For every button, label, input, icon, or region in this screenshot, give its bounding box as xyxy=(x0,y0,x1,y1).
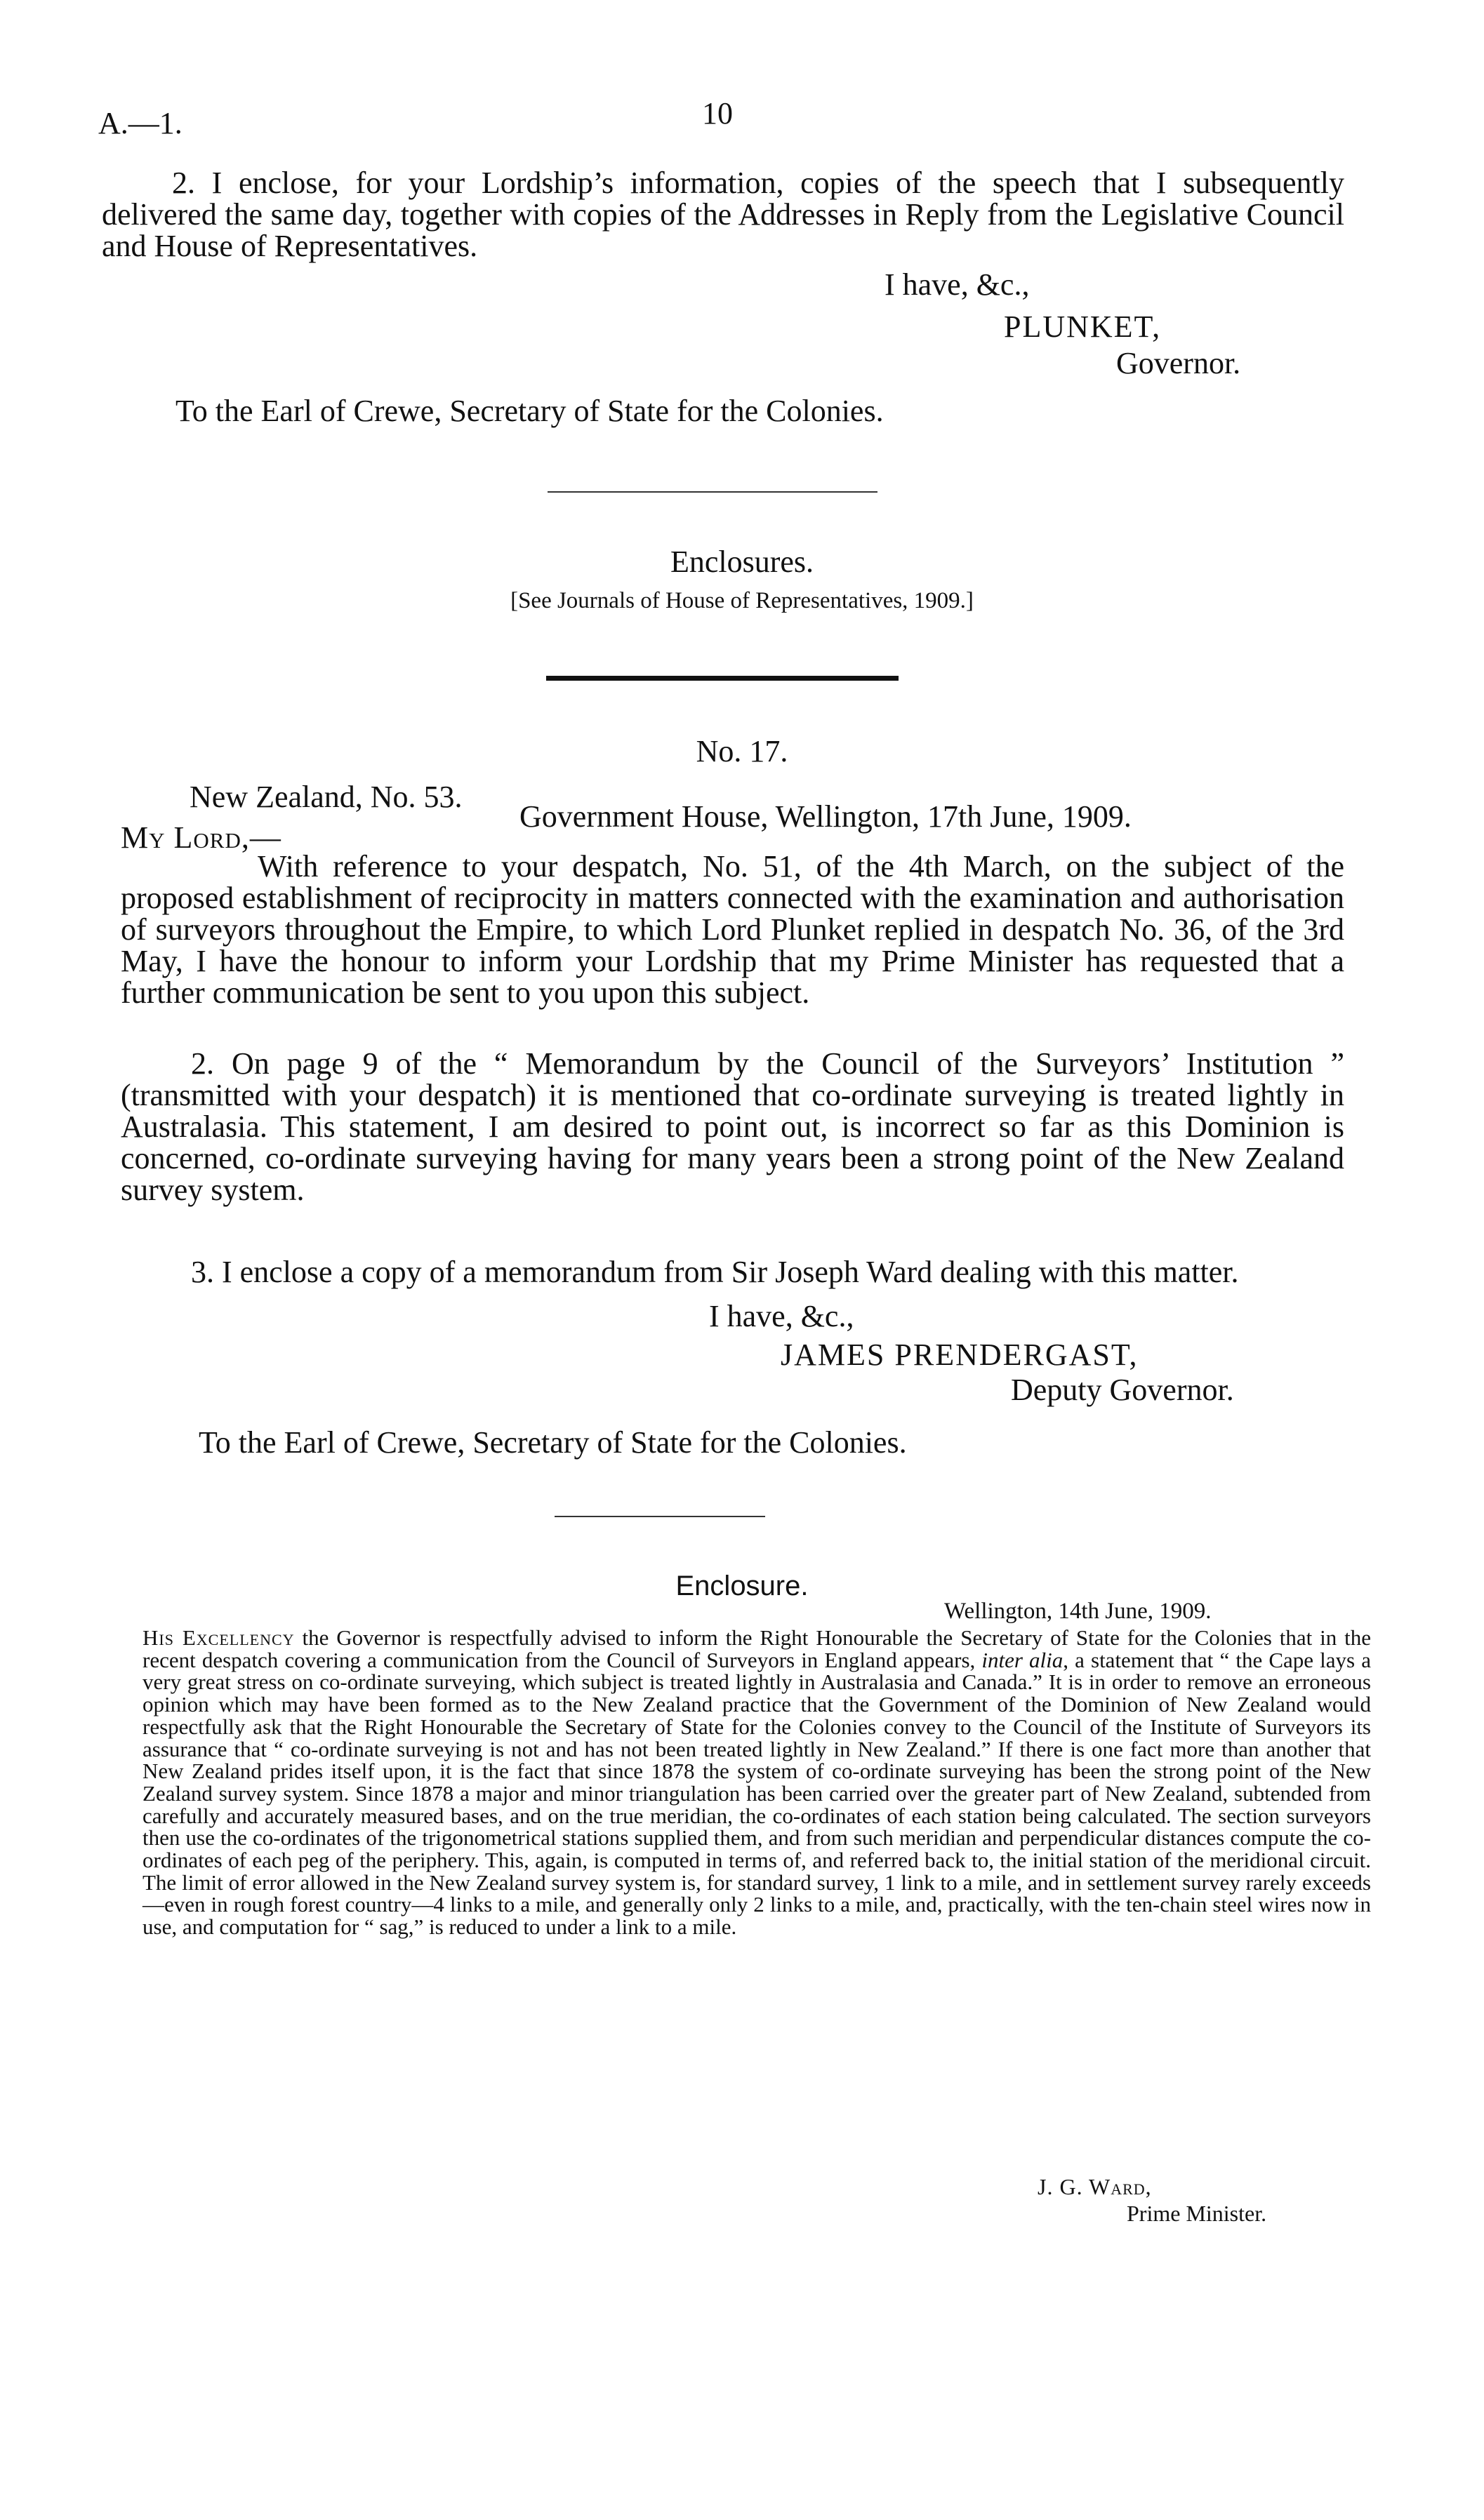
divider-2 xyxy=(555,1516,765,1517)
letter2-paragraph-3: 3. I enclose a copy of a memorandum from Sir Joseph Ward dealing with this matter. xyxy=(191,1255,1239,1289)
page-number: 10 xyxy=(702,96,733,131)
thick-divider xyxy=(546,676,899,681)
enclosure-heading: Enclosure. xyxy=(675,1571,809,1601)
memorandum-text-a: the Governor is respectfully advised to inform the Right Honourable the Secretary of State for the Colonies that in the recent despatch covering a communication from the Council of Surveyors in England appears, xyxy=(143,1625,1371,1672)
enclosure-place-date: Wellington, 14th June, 1909. xyxy=(944,1599,1212,1624)
letter1-title: Governor. xyxy=(1116,346,1241,380)
salutation: My Lord,— xyxy=(121,820,281,855)
despatch-number: No. 17. xyxy=(696,734,788,768)
divider xyxy=(548,491,877,493)
enclosure-signatory: J. G. Ward, xyxy=(1038,2174,1152,2199)
enclosures-reference: [See Journals of House of Representatives, 1909.] xyxy=(510,588,974,613)
letter2-paragraph-2: 2. On page 9 of the “ Memorandum by the Council of the Surveyors’ Institution ” (transmitted with your despatch) it is mentioned that co-ordinate surveying is treated lightly in Australasia. This statement, I am desired to point out, is incorrect so far as this Dominion is concerned, co-ordinate surveying having for many years been a strong point of the New Zealand survey system. xyxy=(121,1046,1344,1207)
letter1-signatory: PLUNKET, xyxy=(1004,309,1162,344)
letter2-addressee: To the Earl of Crewe, Secretary of State for the Colonies. xyxy=(199,1425,907,1460)
letter2-signatory: JAMES PRENDERGAST, xyxy=(781,1338,1139,1372)
memorandum-opening: His Excellency xyxy=(143,1625,295,1650)
letter2-title: Deputy Governor. xyxy=(1011,1373,1234,1407)
letter1-addressee: To the Earl of Crewe, Secretary of State for the Colonies. xyxy=(175,394,884,428)
section-code: A.—1. xyxy=(98,106,183,140)
letter1-closing: I have, &c., xyxy=(885,267,1030,302)
letter1-paragraph-2: 2. I enclose, for your Lordship’s information, copies of the speech that I subsequently delivered the same day, together with copies of the Addresses in Reply from the Legislative Council and House of Representatives. xyxy=(102,166,1344,263)
letter2-closing: I have, &c., xyxy=(709,1299,854,1333)
letter2-place-date: Government House, Wellington, 17th June, 1909. xyxy=(519,799,1132,834)
enclosure-title: Prime Minister. xyxy=(1127,2201,1267,2226)
dispatch-reference: New Zealand, No. 53. xyxy=(190,780,463,814)
memorandum-text-b: , a statement that “ the Cape lays a very great stress on co-ordinate surveying, which subject is treated lightly in Australasia and Canada.” It is in order to remove an erroneous opinion which may have been formed as to the New Zealand practice that the Government of the Dominion of New Zealand would respectfully ask that the Right Honourable the Secretary of State for the Colonies convey to the Council of the Institute of Surveyors its assurance that “ co-ordinate surveying is not and has not been treated lightly in New Zealand.” If there is one fact more than another that New Zealand prides itself upon, it is the fact that since 1878 the system of co-ordinate surveying has been the strong point of the New Zealand survey system. Since 1878 a major and minor triangulation has been carried over the greater part of New Zealand, subtended from carefully and accurately measured bases, and on the true meridian, the co-ordinates of each station being calculated. The section surveyors then use the co-ordinates of the trigonometrical stations supplied them, and from such meridian and perpendicular distances compute the co-ordinates of each peg of the periphery. This, again, is computed in terms of, and referred back to, the initial station of the meridional circuit. The limit of error allowed in the New Zealand survey system is, for standard survey, 1 link to a mile, and in settlement survey rarely exceeds—even in rough forest country—4 links to a mile, and generally only 2 links to a mile, and, practically, with the ten-chain steel wires now in use, and computation for “ sag,” is reduced to under a link to a mile. xyxy=(143,1647,1371,1940)
memorandum-italic: inter alia xyxy=(981,1647,1064,1672)
letter2-paragraph-1: With reference to your despatch, No. 51, of the 4th March, on the subject of the proposed establishment of reciprocity in matters connected with the examination and authorisation of surveyors throughout the Empire, to which Lord Plunket replied in despatch No. 36, of the 3rd May, I have the honour to inform your Lordship that my Prime Minister has requested that a further communication be sent to you upon this subject. xyxy=(121,849,1344,1010)
enclosure-memorandum xyxy=(143,1627,1371,1938)
enclosures-heading: Enclosures. xyxy=(670,545,814,579)
